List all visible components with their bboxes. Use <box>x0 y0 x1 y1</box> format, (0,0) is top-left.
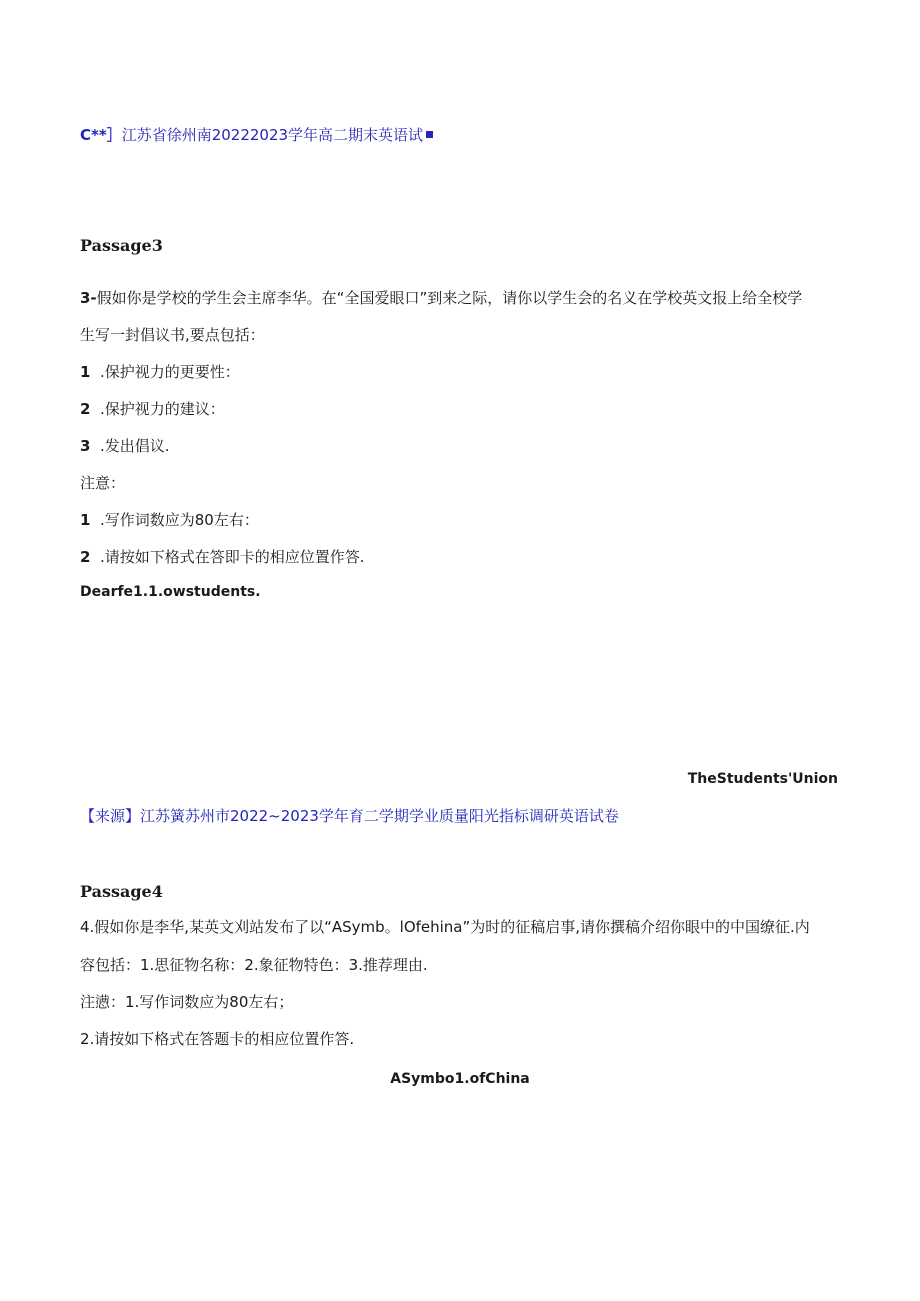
source-text: 江苏省徐州南20222023学年高二期末英语试 <box>121 126 424 144</box>
passage3-prompt-line-1 <box>80 287 802 308</box>
passage4-heading: Passage4 <box>80 882 163 901</box>
passage4-line-3: 注懑：1.写作词数应为80左右； <box>80 993 294 1011</box>
point-text: .保护视力的更要性： <box>100 363 240 381</box>
source-line-1 <box>80 124 433 145</box>
note-number: 1 <box>80 511 91 529</box>
point-text: .发出倡议. <box>100 437 170 455</box>
passage4-line-2: 容包括：1.思征物名称：2.象征物特色：3.推荐理由. <box>80 956 428 974</box>
prompt-text: 假如你是学校的学生会主席李华。在“全国爱眼口”到来之际，请你以学生会的名义在学校英文报上给全校学 <box>96 289 803 307</box>
square-icon <box>426 131 433 138</box>
passage3-heading: Passage3 <box>80 236 163 255</box>
point-3 <box>80 435 170 456</box>
passage4-line-1: 4.假如你是李华,某英文刈站发布了以“ASymb。lOfehina”为时的征稿启事,请你撰稿介绍你眼中的中国缭征.内 <box>80 918 810 936</box>
point-number: 1 <box>80 363 91 381</box>
passage4-line-4: 2.请按如下格式在答题卡的相应位置作答. <box>80 1030 355 1048</box>
source-line-2: 【来源】江苏簧苏州市2022~2023学年育二学期学业质量阳光指标调研英语试卷 <box>80 807 619 825</box>
note-text: .请按如下格式在答即卡的相应位置作答. <box>100 548 365 566</box>
point-number: 2 <box>80 400 91 418</box>
note-label: 注意： <box>80 474 126 492</box>
letter-greeting: Dearfe1.1.owstudents. <box>80 584 261 600</box>
essay-title: ASymbo1.ofChina <box>390 1071 530 1087</box>
point-2 <box>80 398 225 419</box>
prompt-number: 3- <box>80 289 97 307</box>
point-text: .保护视力的建议： <box>100 400 225 418</box>
note-1 <box>80 509 259 530</box>
source-prefix: C**］ <box>80 126 122 144</box>
point-1 <box>80 361 240 382</box>
note-number: 2 <box>80 548 91 566</box>
note-2 <box>80 546 365 567</box>
letter-signature: TheStudents'Union <box>687 771 838 787</box>
passage3-prompt-line-2: 生写一封倡议书,要点包括： <box>80 326 265 344</box>
point-number: 3 <box>80 437 91 455</box>
note-text: .写作词数应为80左右： <box>100 511 259 529</box>
